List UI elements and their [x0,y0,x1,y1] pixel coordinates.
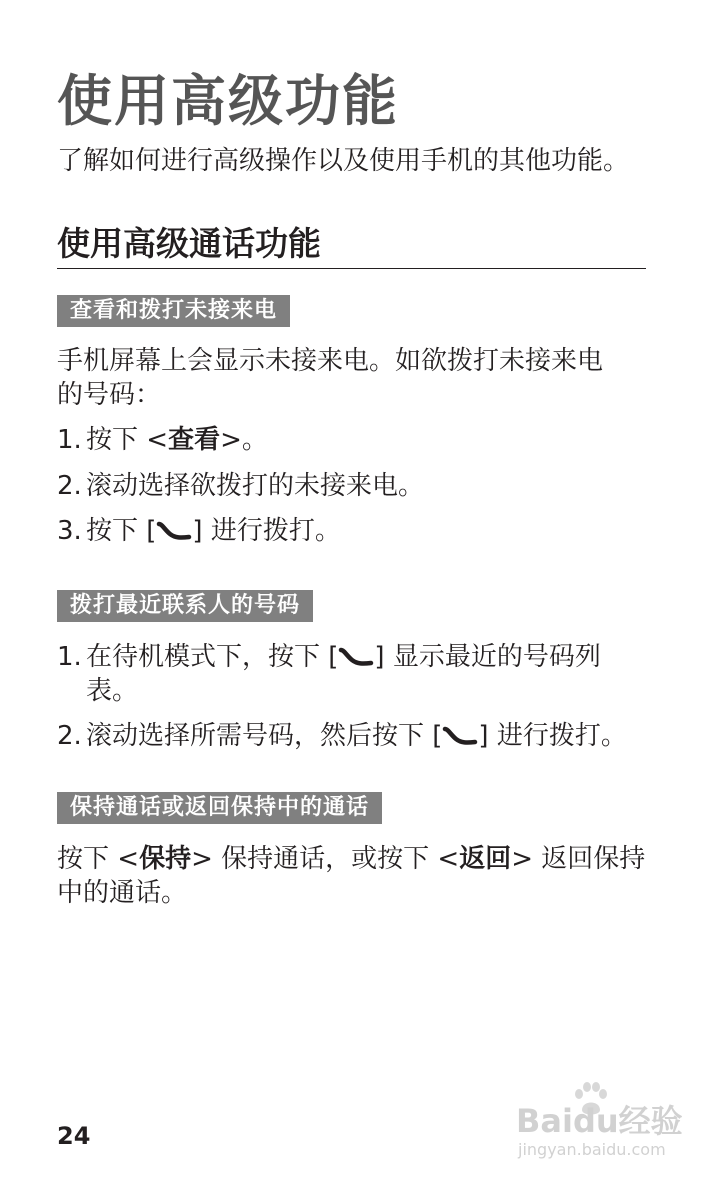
step-number: 2. [57,721,82,751]
step-text: ] 进行拨打。 [478,721,627,751]
section-divider [57,268,646,269]
call-key-icon [338,646,374,668]
baidu-watermark [512,1080,692,1170]
step-number: 2. [57,471,82,501]
softkey-label: 查看 [168,425,221,455]
hold-text: > 返回保持 [511,844,646,874]
recent-step-1-continued: 表。 [86,676,139,706]
step-text: 按下 < [86,425,169,455]
watermark-url: jingyan.baidu.com [518,1140,666,1159]
page-number: 24 [57,1122,91,1150]
subheading-recent-contacts: 拨打最近联系人的号码 [57,590,313,622]
step-number: 1. [57,425,82,455]
step-text: >。 [220,425,268,455]
step-number: 3. [57,516,82,546]
subheading-missed-calls: 查看和拨打未接来电 [57,295,290,327]
hold-text: 按下 < [57,844,140,874]
missed-calls-paragraph-line1: 手机屏幕上会显示未接来电。如欲拨打未接来电 [57,346,604,376]
step-text: ] 进行拨打。 [192,516,341,546]
step-number: 1. [57,642,82,672]
call-key-icon [156,520,192,542]
step-text: 在待机模式下，按下 [ [86,642,339,672]
subheading-hold-call: 保持通话或返回保持中的通话 [57,792,382,824]
intro-text: 了解如何进行高级操作以及使用手机的其他功能。 [57,146,630,176]
softkey-label: 返回 [459,844,512,874]
softkey-label: 保持 [139,844,192,874]
missed-step-3 [57,514,341,548]
step-text: ] 显示最近的号码列 [374,642,601,672]
call-key-icon [442,725,478,747]
watermark-brand: Baidu经验 [516,1102,683,1140]
hold-call-line1 [57,842,645,876]
section-title: 使用高级通话功能 [57,224,321,263]
recent-step-2 [57,719,627,753]
step-text: 滚动选择欲拨打的未接来电。 [86,471,425,501]
missed-step-2 [57,469,424,503]
recent-step-1 [57,640,601,674]
missed-calls-paragraph-line2: 的号码： [57,380,162,410]
step-text: 滚动选择所需号码，然后按下 [ [86,721,443,751]
step-text: 按下 [ [86,516,157,546]
page-title: 使用高级功能 [57,69,400,133]
hold-text: > 保持通话，或按下 < [191,844,460,874]
hold-call-line2: 中的通话。 [57,878,188,908]
missed-step-1 [57,423,268,457]
